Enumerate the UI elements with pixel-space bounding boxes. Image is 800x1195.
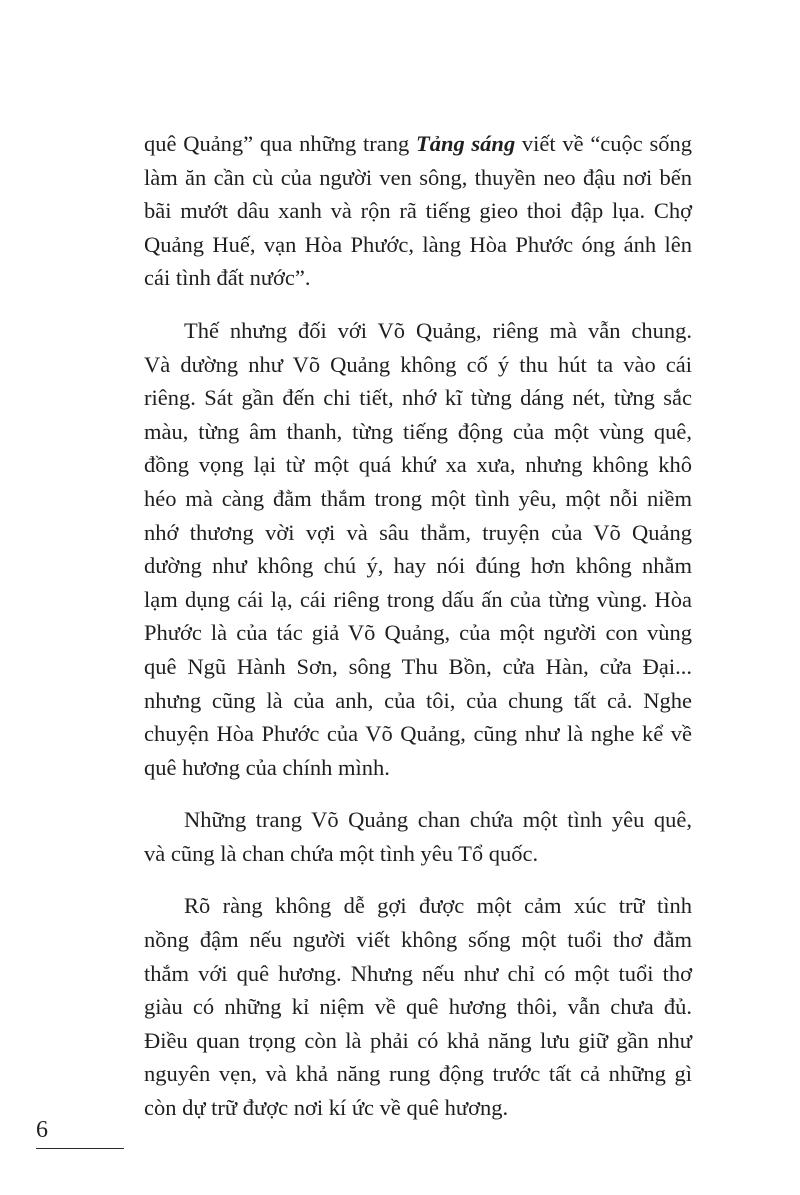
text-line — [144, 837, 692, 871]
text-line — [144, 228, 692, 262]
page-body — [144, 127, 692, 1144]
text-line — [144, 990, 692, 1024]
text-line — [144, 482, 692, 516]
text-run: quê hương của chính mình. — [144, 754, 390, 780]
text-line — [144, 381, 692, 415]
paragraph-4 — [144, 889, 692, 1124]
text-run: còn dự trữ được nơi kí ức về quê hương. — [144, 1095, 509, 1121]
text-run: Phước là của tác giả Võ Quảng, của một người con vùng — [144, 620, 692, 646]
text-run: héo mà càng đằm thắm trong một tình yêu, một nỗi niềm — [144, 485, 692, 511]
text-run: thắm với quê hương. Nhưng nếu như chỉ có một tuổi thơ — [144, 960, 692, 986]
text-run: nồng đậm nếu người viết không sống một tuổi thơ đằm — [144, 927, 692, 953]
text-run: màu, từng âm thanh, từng tiếng động của một vùng quê, — [144, 418, 692, 444]
text-run: quê Quảng” qua những trang — [144, 131, 416, 156]
paragraph-2 — [144, 314, 692, 784]
text-line — [144, 261, 692, 295]
text-run: lạm dụng cái lạ, cái riêng trong dấu ấn của từng vùng. Hòa — [144, 586, 692, 612]
text-run: Rõ ràng không dễ gợi được một cảm xúc trữ tình — [184, 893, 692, 919]
text-line — [144, 717, 692, 751]
text-line — [144, 161, 692, 195]
text-run: nhớ thương vời vợi và sâu thẳm, truyện của Võ Quảng — [144, 519, 692, 545]
text-line — [144, 1057, 692, 1091]
text-line — [144, 1024, 692, 1058]
text-line — [144, 549, 692, 583]
text-line — [144, 957, 692, 991]
text-line — [144, 583, 692, 617]
text-run: riêng. Sát gần đến chi tiết, nhớ kĩ từng dáng nét, từng sắc — [144, 385, 692, 411]
text-run: chuyện Hòa Phước của Võ Quảng, cũng như là nghe kể về — [144, 721, 692, 747]
text-line — [144, 650, 692, 684]
text-run: nhưng cũng là của anh, của tôi, của chung tất cả. Nghe — [144, 687, 692, 713]
text-line — [144, 751, 692, 785]
text-line — [144, 448, 692, 482]
text-run: đồng vọng lại từ một quá khứ xa xưa, nhưng không khô — [144, 452, 692, 478]
footer-rule — [36, 1148, 124, 1149]
text-run: Quảng Huế, vạn Hòa Phước, làng Hòa Phước óng ánh lên — [144, 231, 692, 257]
text-run: và cũng là chan chứa một tình yêu Tổ quốc. — [144, 840, 539, 866]
text-line — [144, 616, 692, 650]
text-line — [144, 348, 692, 382]
text-line — [144, 684, 692, 718]
text-line — [144, 415, 692, 449]
paragraph-1 — [144, 127, 692, 295]
text-run: giàu có những kỉ niệm về quê hương thôi, vẫn chưa đủ. — [144, 994, 692, 1020]
text-run: dường như không chú ý, hay nói đúng hơn không nhằm — [144, 553, 692, 579]
text-run: Những trang Võ Quảng chan chứa một tình yêu quê, — [184, 807, 692, 833]
text-line — [144, 1091, 692, 1125]
text-run: Và dường như Võ Quảng không cố ý thu hút ta vào cái — [144, 351, 692, 377]
text-line — [144, 889, 692, 923]
text-run: làm ăn cần cù của người ven sông, thuyền neo đậu nơi bến — [144, 164, 692, 190]
text-run: cái tình đất nước”. — [144, 265, 311, 291]
text-run: quê Ngũ Hành Sơn, sông Thu Bồn, cửa Hàn, cửa Đại... — [144, 653, 692, 679]
text-line — [144, 194, 692, 228]
text-line — [144, 923, 692, 957]
text-run: Điều quan trọng còn là phải có khả năng lưu giữ gần như — [144, 1027, 692, 1053]
text-run: Thế nhưng đối với Võ Quảng, riêng mà vẫn chung. — [184, 317, 692, 343]
page-number: 6 — [36, 1117, 48, 1143]
paragraph-3 — [144, 803, 692, 870]
text-run: viết về “cuộc sống — [515, 131, 693, 156]
text-run: bãi mướt dâu xanh và rộn rã tiếng gieo thoi đập lụa. Chợ — [144, 198, 692, 224]
text-line — [144, 314, 692, 348]
text-line — [144, 127, 692, 161]
text-run: nguyên vẹn, và khả năng rung động trước tất cả những gì — [144, 1061, 692, 1087]
text-line — [144, 516, 692, 550]
emphasized-title: Tảng sáng — [415, 131, 516, 156]
text-line — [144, 803, 692, 837]
